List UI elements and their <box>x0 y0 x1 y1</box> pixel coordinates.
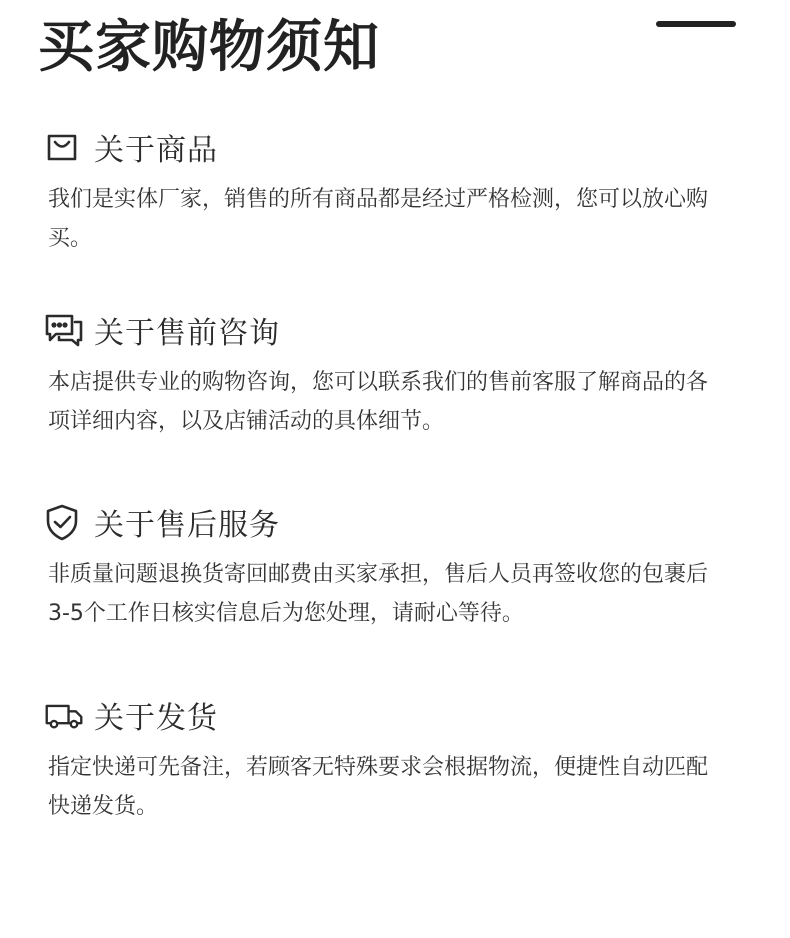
section-shipping <box>44 692 744 826</box>
section-title: 关于商品 <box>94 133 218 168</box>
section-text: 本店提供专业的购物咨询，您可以联系我们的售前客服了解商品的各项详细内容，以及店铺活动的具体细节。 <box>48 370 709 434</box>
section-text: 指定快递可先备注，若顾客无特殊要求会根据物流，便捷性自动匹配快递发货。 <box>48 755 709 819</box>
section-product <box>44 124 744 258</box>
section-header <box>44 499 744 545</box>
section-text: 我们是实体厂家，销售的所有商品都是经过严格检测，您可以放心购买。 <box>48 187 709 251</box>
section-text: 非质量问题退换货寄回邮费由买家承担，售后人员再签收您的包裹后3-5个工作日核实信息后为您处理，请耐心等待。 <box>48 562 709 626</box>
section-title: 关于发货 <box>94 701 218 736</box>
top-bar-decoration <box>656 21 736 27</box>
section-header <box>44 692 744 738</box>
section-presale <box>44 307 744 441</box>
chat-bubbles-icon <box>44 310 84 350</box>
shield-check-icon <box>44 502 84 542</box>
section-title: 关于售前咨询 <box>94 316 280 351</box>
section-header <box>44 124 744 170</box>
section-header <box>44 307 744 353</box>
section-aftersale <box>44 499 744 633</box>
shopping-bag-icon <box>44 127 84 167</box>
truck-icon <box>44 695 84 735</box>
page-title: 买家购物须知 <box>38 14 380 80</box>
section-title: 关于售后服务 <box>94 508 280 543</box>
